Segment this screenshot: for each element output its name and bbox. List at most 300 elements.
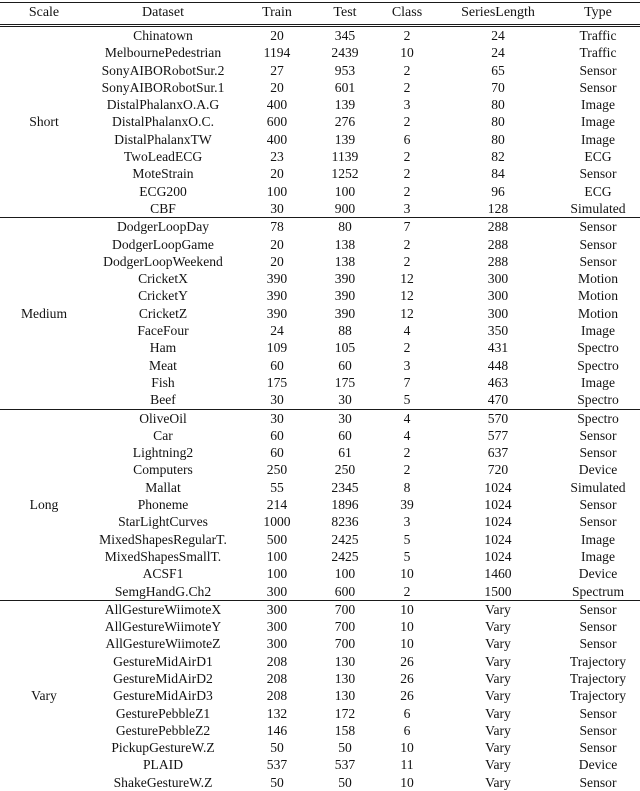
cell-type: Sensor <box>556 218 640 236</box>
cell-train: 208 <box>266 688 288 704</box>
datasets-table <box>0 2 640 791</box>
cell-serieslength: 463 <box>487 374 509 390</box>
cell-serieslength: 300 <box>487 271 509 287</box>
cell-type: Sensor <box>556 600 640 618</box>
table-row <box>0 183 640 200</box>
cell-train: 50 <box>270 740 284 756</box>
cell-train: 23 <box>270 149 284 165</box>
cell-type: Sensor <box>579 79 617 95</box>
cell-dataset: FaceFour <box>137 323 189 339</box>
cell-serieslength: 80 <box>491 131 505 147</box>
cell-test: 1896 <box>331 497 359 513</box>
cell-test: 130 <box>334 670 356 686</box>
cell-test: 130 <box>334 653 356 669</box>
cell-test: 2425 <box>331 548 359 564</box>
cell-dataset: Meat <box>149 357 177 373</box>
cell-train: 300 <box>266 636 288 652</box>
cell-test: 700 <box>334 619 356 635</box>
cell-serieslength: Vary <box>485 774 511 790</box>
cell-test: 276 <box>334 114 356 130</box>
cell-dataset: StarLightCurves <box>118 514 208 530</box>
cell-train: 400 <box>266 131 288 147</box>
cell-type: Image <box>581 374 615 390</box>
cell-train: 390 <box>266 288 288 304</box>
cell-dataset: Fish <box>151 374 175 390</box>
cell-train: 1000 <box>263 514 291 530</box>
cell-class: 2 <box>403 62 411 78</box>
cell-class: 2 <box>403 462 411 478</box>
cell-test: 60 <box>338 357 352 373</box>
cell-test: 1252 <box>331 166 359 182</box>
cell-test: 390 <box>334 271 356 287</box>
cell-test: 175 <box>334 374 356 390</box>
cell-test: 138 <box>334 236 356 252</box>
cell-test: 390 <box>334 305 356 321</box>
cell-test: 953 <box>334 62 356 78</box>
cell-dataset: Phoneme <box>137 497 189 513</box>
table-row <box>0 96 640 113</box>
cell-type: Sensor <box>579 705 617 721</box>
cell-type: Sensor <box>579 722 617 738</box>
table-row <box>0 409 640 427</box>
cell-serieslength: 288 <box>487 253 509 269</box>
cell-serieslength: 470 <box>487 392 509 408</box>
table-row <box>0 322 640 339</box>
cell-train: 250 <box>266 462 288 478</box>
cell-serieslength: Vary <box>485 670 511 686</box>
cell-serieslength: 1024 <box>484 479 512 495</box>
cell-dataset: Computers <box>133 462 193 478</box>
cell-serieslength: 637 <box>487 445 509 461</box>
cell-type: Sensor <box>579 514 617 530</box>
cell-serieslength: 84 <box>491 166 505 182</box>
cell-train: 100 <box>266 183 288 199</box>
cell-dataset: Chinatown <box>133 28 193 43</box>
header-row <box>0 3 640 26</box>
cell-class: 2 <box>403 236 411 252</box>
cell-class: 5 <box>403 531 411 547</box>
cell-type: Sensor <box>579 236 617 252</box>
column-header-class: Class <box>374 3 440 26</box>
cell-dataset: MoteStrain <box>132 166 194 182</box>
cell-train: 100 <box>266 548 288 564</box>
cell-dataset: CricketY <box>138 288 188 304</box>
cell-class: 10 <box>400 636 414 652</box>
cell-type: Sensor <box>579 636 617 652</box>
cell-type: Simulated <box>570 200 626 216</box>
cell-dataset: CBF <box>150 200 176 216</box>
cell-train: 390 <box>266 305 288 321</box>
cell-class: 10 <box>400 45 414 61</box>
cell-dataset: AllGestureWiimoteZ <box>105 636 221 652</box>
cell-serieslength: Vary <box>485 705 511 721</box>
cell-test: 700 <box>334 636 356 652</box>
cell-train: 27 <box>270 62 284 78</box>
cell-dataset: GestureMidAirD3 <box>113 688 213 704</box>
cell-serieslength: 720 <box>487 462 509 478</box>
cell-class: 39 <box>400 497 414 513</box>
cell-class: 3 <box>403 514 411 530</box>
cell-serieslength: Vary <box>440 600 556 618</box>
cell-serieslength: 1024 <box>484 497 512 513</box>
cell-train: 109 <box>266 340 288 356</box>
cell-serieslength: Vary <box>485 619 511 635</box>
cell-train: 20 <box>270 236 284 252</box>
cell-dataset: MixedShapesSmallT. <box>104 548 222 564</box>
cell-test: 60 <box>338 427 352 443</box>
cell-train: 390 <box>266 271 288 287</box>
cell-train: 300 <box>266 583 288 599</box>
cell-train: 600 <box>266 114 288 130</box>
cell-serieslength: 1460 <box>484 566 512 582</box>
cell-class: 2 <box>403 149 411 165</box>
cell-train: 20 <box>270 79 284 95</box>
cell-train: 30 <box>270 200 284 216</box>
cell-test: 130 <box>334 688 356 704</box>
cell-train: 55 <box>270 479 284 495</box>
cell-dataset: GestureMidAirD2 <box>113 670 213 686</box>
table-row <box>0 113 640 130</box>
cell-train: 78 <box>238 218 316 236</box>
table-row <box>0 635 640 652</box>
cell-type: Image <box>581 323 615 339</box>
cell-train: 537 <box>266 757 288 773</box>
cell-test: 700 <box>316 600 374 618</box>
cell-type: Trajectory <box>569 688 627 704</box>
cell-train: 300 <box>238 600 316 618</box>
column-header-dataset: Dataset <box>88 3 238 26</box>
cell-class: 6 <box>403 705 411 721</box>
cell-class: 10 <box>400 740 414 756</box>
cell-type: Traffic <box>579 28 617 43</box>
cell-serieslength: 24 <box>491 45 505 61</box>
cell-class: 2 <box>403 166 411 182</box>
cell-class: 3 <box>403 200 411 216</box>
column-header-train: Train <box>238 3 316 26</box>
cell-serieslength: 1500 <box>484 583 512 599</box>
cell-train: 400 <box>266 97 288 113</box>
cell-dataset: DistalPhalanxO.A.G <box>106 97 220 113</box>
scale-label-medium: Medium <box>0 218 88 409</box>
cell-class: 11 <box>400 757 414 773</box>
cell-serieslength: 128 <box>487 200 509 216</box>
cell-class: 4 <box>374 409 440 427</box>
cell-serieslength: 431 <box>487 340 509 356</box>
cell-type: Spectro <box>577 357 619 373</box>
cell-class: 4 <box>403 427 411 443</box>
cell-class: 3 <box>403 357 411 373</box>
cell-class: 7 <box>403 374 411 390</box>
cell-type: Spectro <box>556 409 640 427</box>
cell-class: 6 <box>403 131 411 147</box>
cell-test: 2345 <box>331 479 359 495</box>
cell-serieslength: 288 <box>487 236 509 252</box>
cell-train: 214 <box>266 497 288 513</box>
cell-test: 158 <box>334 722 356 738</box>
cell-serieslength: 65 <box>491 62 505 78</box>
cell-serieslength: 96 <box>491 183 505 199</box>
cell-dataset: ACSF1 <box>142 566 184 582</box>
cell-type: Spectrum <box>571 583 625 599</box>
column-header-type: Type <box>556 3 640 26</box>
cell-serieslength: 82 <box>491 149 505 165</box>
cell-dataset: AllGestureWiimoteY <box>104 619 222 635</box>
cell-train: 60 <box>270 427 284 443</box>
cell-dataset: Beef <box>150 392 176 408</box>
cell-class: 10 <box>400 619 414 635</box>
table-row <box>0 583 640 601</box>
cell-dataset: ECG200 <box>139 183 187 199</box>
cell-class: 10 <box>400 774 414 790</box>
cell-test: 30 <box>316 409 374 427</box>
cell-type: ECG <box>584 183 612 199</box>
cell-type: Sensor <box>579 619 617 635</box>
cell-train: 30 <box>270 392 284 408</box>
cell-dataset: DodgerLoopGame <box>112 236 214 252</box>
cell-serieslength: Vary <box>485 688 511 704</box>
cell-dataset: GesturePebbleZ1 <box>115 705 211 721</box>
cell-type: Sensor <box>579 427 617 443</box>
cell-class: 8 <box>403 479 411 495</box>
cell-train: 208 <box>266 670 288 686</box>
cell-test: 8236 <box>331 514 359 530</box>
cell-serieslength: Vary <box>485 740 511 756</box>
cell-test: 172 <box>334 705 356 721</box>
cell-test: 2439 <box>331 45 359 61</box>
cell-dataset: DistalPhalanxTW <box>114 131 212 147</box>
table-row <box>0 79 640 96</box>
cell-type: Sensor <box>579 253 617 269</box>
cell-serieslength: 577 <box>487 427 509 443</box>
cell-dataset: SemgHandG.Ch2 <box>114 583 212 599</box>
cell-type: Sensor <box>579 166 617 182</box>
table-row <box>0 391 640 409</box>
cell-type: Device <box>578 462 618 478</box>
table-row <box>0 62 640 79</box>
cell-test: 1139 <box>331 149 359 165</box>
cell-dataset: SonyAIBORobotSur.1 <box>101 79 225 95</box>
table-body <box>0 26 640 791</box>
cell-serieslength: 80 <box>491 114 505 130</box>
cell-class: 2 <box>403 28 411 43</box>
cell-train: 20 <box>270 28 284 43</box>
cell-type: Sensor <box>579 497 617 513</box>
cell-train: 208 <box>266 653 288 669</box>
cell-test: 537 <box>334 757 356 773</box>
cell-train: 1194 <box>263 45 291 61</box>
table-row <box>0 600 640 618</box>
cell-serieslength: 300 <box>487 288 509 304</box>
cell-serieslength: 448 <box>487 357 509 373</box>
table-row <box>0 165 640 182</box>
table-row <box>0 200 640 218</box>
cell-serieslength: 24 <box>491 28 505 43</box>
cell-test: 600 <box>334 583 356 599</box>
cell-train: 24 <box>270 323 284 339</box>
table-row <box>0 253 640 270</box>
table-row <box>0 287 640 304</box>
table-row <box>0 270 640 287</box>
table-row <box>0 44 640 61</box>
cell-test: 390 <box>334 288 356 304</box>
table-row <box>0 618 640 635</box>
cell-class: 5 <box>403 392 411 408</box>
cell-serieslength: 80 <box>491 97 505 113</box>
cell-type: Device <box>578 757 618 773</box>
table-row <box>0 531 640 548</box>
table-row <box>0 670 640 687</box>
column-header-scale: Scale <box>0 3 88 26</box>
cell-dataset: ShakeGestureW.Z <box>113 774 213 790</box>
cell-test: 61 <box>338 445 352 461</box>
cell-dataset: OliveOil <box>88 409 238 427</box>
cell-test: 100 <box>334 566 356 582</box>
cell-serieslength: 1024 <box>484 514 512 530</box>
cell-type: Motion <box>577 271 619 287</box>
table-row <box>0 26 640 45</box>
table-row <box>0 148 640 165</box>
cell-test: 2425 <box>331 531 359 547</box>
cell-test: 139 <box>334 131 356 147</box>
cell-type: Image <box>581 97 615 113</box>
cell-type: Motion <box>577 305 619 321</box>
cell-class: 26 <box>400 670 414 686</box>
cell-test: 138 <box>334 253 356 269</box>
cell-train: 60 <box>270 357 284 373</box>
table-row <box>0 513 640 530</box>
table-row <box>0 427 640 444</box>
cell-dataset: GesturePebbleZ2 <box>115 722 211 738</box>
cell-type: Trajectory <box>569 670 627 686</box>
table-row <box>0 131 640 148</box>
cell-dataset: Mallat <box>145 479 181 495</box>
table-row <box>0 339 640 356</box>
cell-class: 26 <box>400 653 414 669</box>
cell-serieslength: Vary <box>485 722 511 738</box>
cell-type: Spectro <box>577 392 619 408</box>
table-row <box>0 479 640 496</box>
cell-class: 2 <box>403 253 411 269</box>
cell-class: 6 <box>403 722 411 738</box>
cell-class: 2 <box>403 583 411 599</box>
cell-train: 20 <box>270 253 284 269</box>
cell-type: Image <box>581 131 615 147</box>
cell-serieslength: 1024 <box>484 531 512 547</box>
cell-type: Trajectory <box>569 653 627 669</box>
cell-serieslength: Vary <box>485 653 511 669</box>
scale-label-long: Long <box>0 409 88 600</box>
cell-test: 250 <box>334 462 356 478</box>
cell-type: Device <box>578 566 618 582</box>
cell-dataset: SonyAIBORobotSur.2 <box>101 62 225 78</box>
cell-type: Image <box>581 548 615 564</box>
cell-type: Sensor <box>579 62 617 78</box>
cell-dataset: DodgerLoopDay <box>88 218 238 236</box>
cell-serieslength: 300 <box>487 305 509 321</box>
cell-type: Image <box>581 531 615 547</box>
cell-train: 60 <box>270 445 284 461</box>
table-row <box>0 756 640 773</box>
cell-dataset: Car <box>153 427 173 443</box>
table-row <box>0 444 640 461</box>
cell-serieslength: 288 <box>440 218 556 236</box>
cell-dataset: MelbournePedestrian <box>104 45 222 61</box>
cell-test: 50 <box>338 774 352 790</box>
cell-class: 3 <box>403 97 411 113</box>
cell-type: Traffic <box>579 45 617 61</box>
cell-type: Simulated <box>570 479 626 495</box>
table-row <box>0 687 640 704</box>
table-row <box>0 739 640 756</box>
cell-test: 50 <box>338 740 352 756</box>
cell-class: 10 <box>374 600 440 618</box>
cell-class: 12 <box>400 288 414 304</box>
scale-label-vary: Vary <box>0 600 88 791</box>
cell-class: 12 <box>400 271 414 287</box>
cell-class: 5 <box>403 548 411 564</box>
cell-serieslength: Vary <box>485 636 511 652</box>
table-row <box>0 653 640 670</box>
table-row <box>0 461 640 478</box>
cell-dataset: PickupGestureW.Z <box>111 740 215 756</box>
cell-test: 30 <box>338 392 352 408</box>
cell-dataset: DistalPhalanxO.C. <box>112 114 214 130</box>
cell-train: 30 <box>238 409 316 427</box>
cell-type: Sensor <box>579 740 617 756</box>
cell-serieslength: 570 <box>440 409 556 427</box>
cell-type: Image <box>581 114 615 130</box>
cell-type: Sensor <box>579 445 617 461</box>
cell-serieslength: 350 <box>487 323 509 339</box>
cell-train: 132 <box>266 705 288 721</box>
table-row <box>0 218 640 236</box>
cell-class: 12 <box>400 305 414 321</box>
scale-label-short: Short <box>29 114 59 130</box>
cell-dataset: GestureMidAirD1 <box>113 653 213 669</box>
cell-class: 2 <box>403 445 411 461</box>
cell-serieslength: Vary <box>485 757 511 773</box>
cell-test: 80 <box>316 218 374 236</box>
cell-dataset: Lightning2 <box>132 445 194 461</box>
cell-test: 601 <box>334 79 356 95</box>
cell-class: 7 <box>374 218 440 236</box>
cell-type: Motion <box>577 288 619 304</box>
cell-test: 88 <box>338 323 352 339</box>
cell-test: 100 <box>334 183 356 199</box>
cell-train: 146 <box>266 722 288 738</box>
cell-dataset: DodgerLoopWeekend <box>103 253 223 269</box>
cell-type: Spectro <box>577 340 619 356</box>
cell-train: 500 <box>266 531 288 547</box>
cell-dataset: Ham <box>149 340 177 356</box>
cell-class: 26 <box>400 688 414 704</box>
cell-dataset: PLAID <box>142 757 184 773</box>
cell-serieslength: 1024 <box>484 548 512 564</box>
cell-class: 2 <box>403 79 411 95</box>
cell-type: ECG <box>584 149 612 165</box>
table-row <box>0 357 640 374</box>
cell-dataset: TwoLeadECG <box>123 149 203 165</box>
table-row <box>0 236 640 253</box>
table-row <box>0 774 640 791</box>
table-row <box>0 722 640 739</box>
cell-test: 900 <box>334 200 356 216</box>
cell-dataset: AllGestureWiimoteX <box>88 600 238 618</box>
cell-serieslength: 70 <box>491 79 505 95</box>
cell-class: 2 <box>403 340 411 356</box>
table-header <box>0 3 640 26</box>
cell-dataset: CricketZ <box>138 305 188 321</box>
